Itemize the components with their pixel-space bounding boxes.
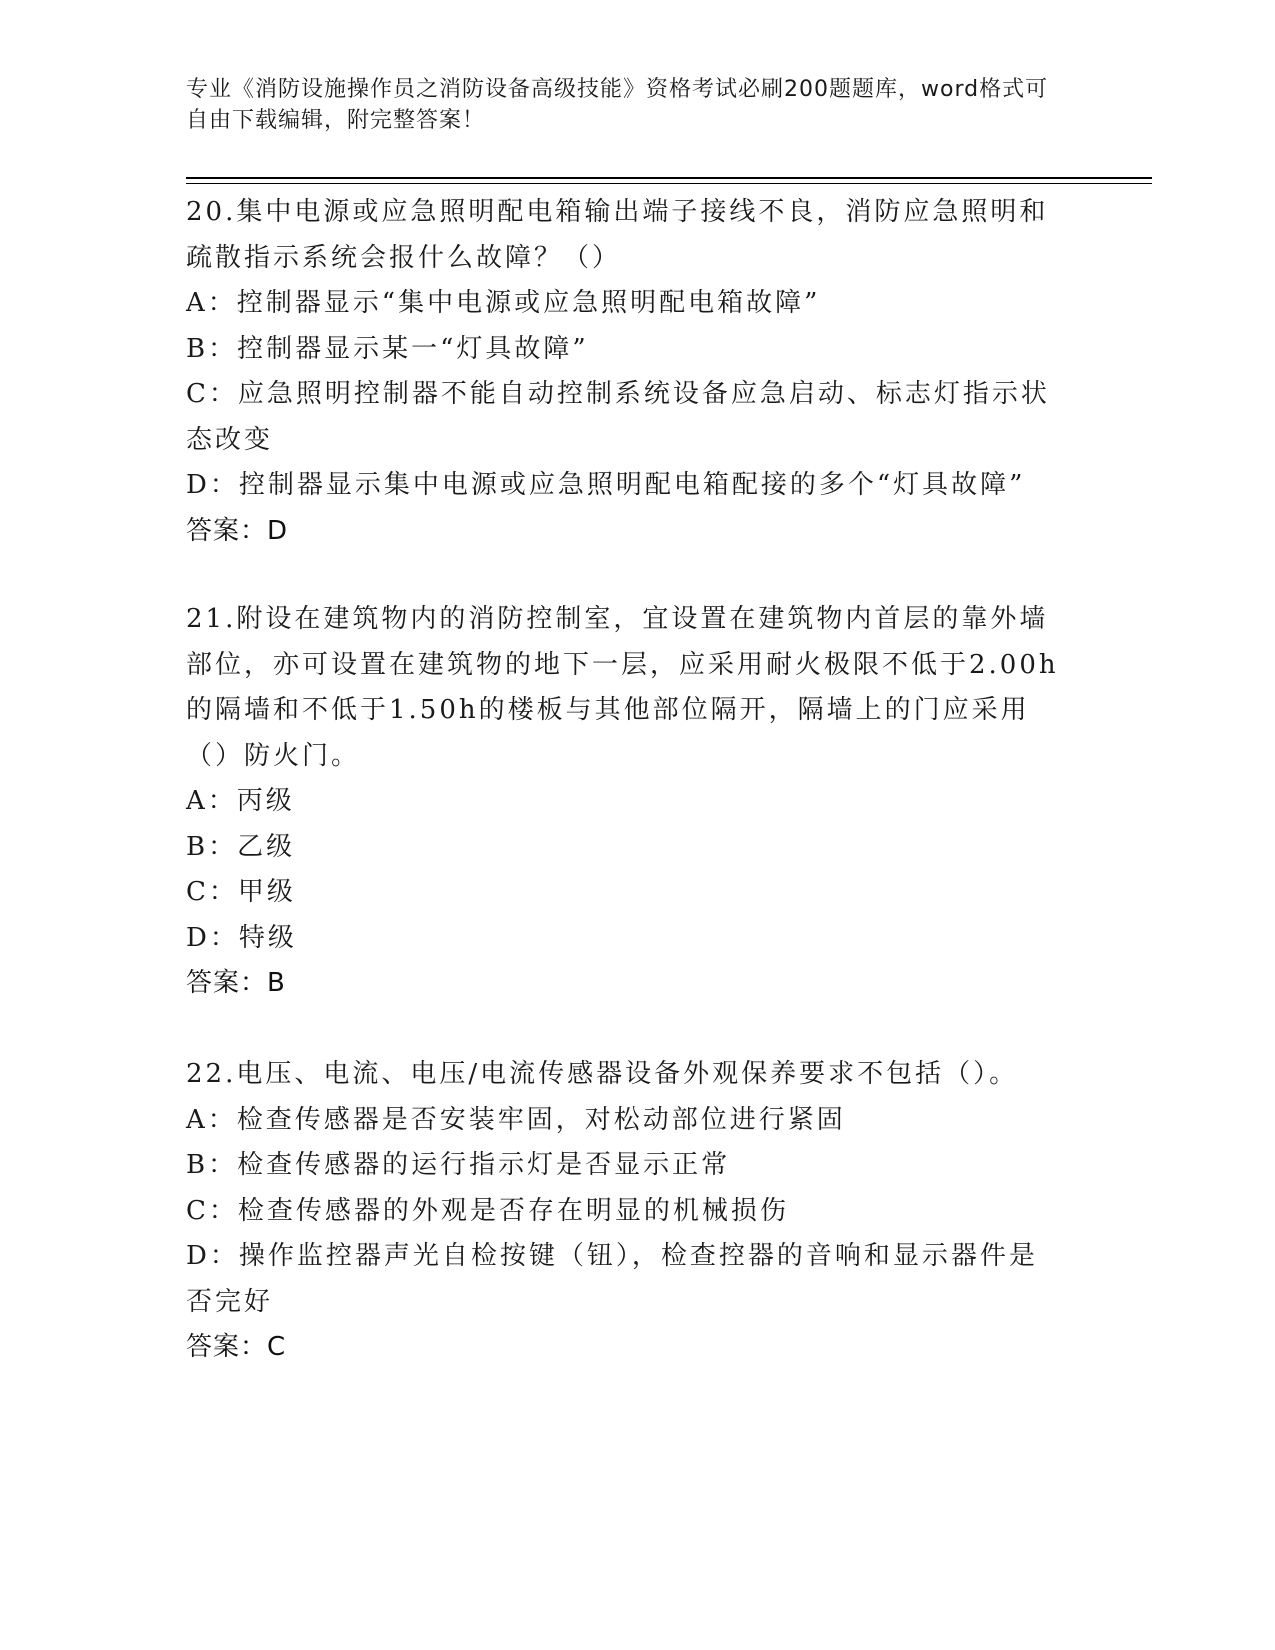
question-22	[186, 1052, 1066, 1371]
option-d: D：特级	[186, 922, 297, 953]
option-c: C：检查传感器的外观是否存在明显的机械损伤	[186, 1195, 789, 1226]
option-b: B：乙级	[186, 831, 296, 862]
answer-label: 答案：C	[186, 1332, 287, 1362]
header-rule-thin	[186, 183, 1152, 184]
option-c: C：甲级	[186, 877, 296, 907]
question-21	[186, 597, 1066, 1007]
question-stem: 20.集中电源或应急照明配电箱输出端子接线不良，消防应急照明和疏散指示系统会报什么故障？（）	[186, 197, 1049, 273]
question-20	[186, 190, 1066, 554]
answer-label: 答案：D	[186, 515, 289, 546]
option-c: C：应急照明控制器不能自动控制系统设备应急启动、标志灯指示状态改变	[186, 379, 1050, 455]
option-d: D：操作监控器声光自检按键（钮），检查控器的音响和显示器件是否完好	[186, 1241, 1038, 1317]
option-a: A：丙级	[186, 786, 295, 816]
option-a: A：检查传感器是否安装牢固，对松动部位进行紧固	[186, 1104, 846, 1135]
header-rule-thick	[186, 177, 1152, 179]
question-stem: 21.附设在建筑物内的消防控制室，宜设置在建筑物内首层的靠外墙部位，亦可设置在建筑物的地下一层，应采用耐火极限不低于2.00h的隔墙和不低于1.50h的楼板与其他部位隔开，隔墙上的门应采用（）防火门。	[186, 604, 1059, 771]
question-stem: 22.电压、电流、电压/电流传感器设备外观保养要求不包括（）。	[186, 1059, 1019, 1089]
option-a: A：控制器显示“集中电源或应急照明配电箱故障”	[186, 288, 821, 318]
document-intro: 专业《消防设施操作员之消防设备高级技能》资格考试必刷200题题库，word格式可自由下载编辑，附完整答案！	[186, 77, 1049, 133]
answer-label: 答案：B	[186, 968, 286, 998]
option-b: B：控制器显示某一“灯具故障”	[186, 333, 589, 364]
option-b: B：检查传感器的运行指示灯是否显示正常	[186, 1150, 731, 1180]
option-d: D：控制器显示集中电源或应急照明配电箱配接的多个“灯具故障”	[186, 470, 1026, 500]
